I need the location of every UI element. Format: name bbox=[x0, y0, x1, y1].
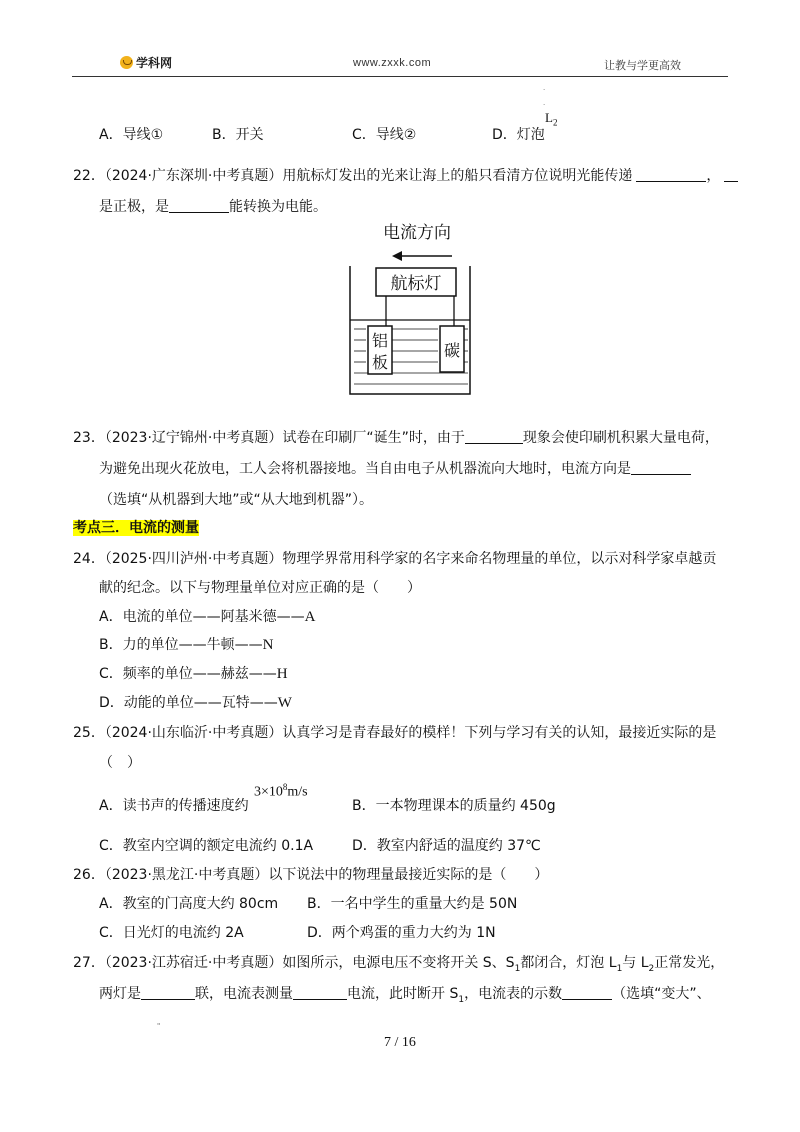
q27-line1: 27．（2023·江苏宿迁·中考真题）如图所示，电源电压不变将开关 S、$S_1$都闭合，灯泡 $L_1$与 $L_2$正常发光， bbox=[73, 955, 725, 974]
aluminum-plate-label-bottom: 板 bbox=[371, 353, 389, 372]
current-arrow-icon bbox=[392, 251, 402, 261]
logo-text: 学科网 bbox=[136, 56, 173, 70]
q26-line1: 26．（2023·黑龙江·中考真题）以下说法中的物理量最接近实际的是（ ） bbox=[73, 867, 549, 883]
header-divider bbox=[72, 76, 728, 77]
q21-option-b: B．开关 bbox=[212, 127, 264, 143]
carbon-plate-label: 碳 bbox=[443, 341, 461, 360]
q24-option-b: B．力的单位——牛顿——N bbox=[99, 637, 274, 653]
stray-dot: · bbox=[543, 86, 546, 94]
nav-light-label: 航标灯 bbox=[390, 274, 442, 294]
q23-line3: （选填“从机器到大地”或“从大地到机器”）。 bbox=[99, 492, 374, 508]
q27-blank-1[interactable] bbox=[141, 985, 195, 1000]
q27-blank-3[interactable] bbox=[562, 985, 612, 1000]
q24-option-d: D．动能的单位——瓦特——W bbox=[99, 695, 292, 711]
q23-blank-2[interactable] bbox=[631, 460, 691, 475]
q22-line1: 22．（2024·广东深圳·中考真题）用航标灯发出的光来让海上的船只看清方位说明光能传递 ， bbox=[73, 165, 738, 185]
q25-option-c: C．教室内空调的额定电流约 0.1A bbox=[99, 838, 314, 854]
current-direction-label: 电流方向 bbox=[383, 223, 451, 243]
stray-mark: " bbox=[157, 1022, 161, 1030]
q25-option-d: D．教室内舒适的温度约 37℃ bbox=[352, 838, 541, 854]
aluminum-plate-label-top: 铝 bbox=[371, 331, 389, 350]
q26-option-d: D．两个鸡蛋的重力大约为 1N bbox=[307, 925, 496, 941]
q23-line1: 23．（2023·辽宁锦州·中考真题）试卷在印刷厂“诞生”时，由于 现象会使印刷机积累大量电荷， bbox=[73, 430, 719, 446]
site-logo bbox=[120, 54, 172, 71]
section-heading: 考点三．电流的测量 bbox=[73, 520, 199, 536]
page-number: 7 / 16 bbox=[384, 1035, 416, 1050]
q23-blank-1[interactable] bbox=[465, 429, 523, 444]
q25-line2: （ ） bbox=[99, 755, 141, 771]
q26-option-b: B．一名中学生的重量大约是 50N bbox=[307, 896, 518, 912]
q26-option-c: C．日光灯的电流约 2A bbox=[99, 925, 244, 941]
q26-option-a: A．教室的门高度大约 80cm bbox=[99, 896, 279, 912]
q21-option-d-lamp: $L_2$ bbox=[545, 110, 558, 128]
q21-option-a: A．导线① bbox=[99, 127, 164, 143]
q25-option-b: B．一本物理课本的质量约 450g bbox=[352, 798, 556, 814]
q24-option-c: C．频率的单位——赫兹——H bbox=[99, 666, 288, 682]
header-url: www.zxxk.com bbox=[353, 57, 432, 69]
q27-blank-2[interactable] bbox=[293, 985, 347, 1000]
q24-option-a: A．电流的单位——阿基米德——A bbox=[99, 609, 316, 625]
q21-option-d: D．灯泡 bbox=[492, 127, 545, 143]
q22-blank-3[interactable] bbox=[169, 198, 229, 213]
q21-option-c: C．导线② bbox=[352, 127, 417, 143]
q22-blank-2[interactable] bbox=[724, 167, 738, 182]
header-slogan: 让教与学更高效 bbox=[604, 59, 681, 72]
logo-icon bbox=[120, 56, 133, 69]
q25-option-a-formula: $3\times 10^8m/s$ bbox=[254, 782, 308, 800]
q22-blank-1[interactable] bbox=[636, 167, 706, 182]
q22-line2: 是正极，是 能转换为电能。 bbox=[99, 199, 327, 215]
q25-option-a: A．读书声的传播速度约 bbox=[99, 798, 249, 814]
stray-dot: · bbox=[543, 101, 546, 109]
q23-line2: 为避免出现火花放电，工人会将机器接地。当自由电子从机器流向大地时，电流方向是 bbox=[99, 458, 691, 478]
nav-light-battery-figure bbox=[340, 216, 480, 406]
q25-line1: 25．（2024·山东临沂·中考真题）认真学习是青春最好的模样！下列与学习有关的认知，最接近实际的是 bbox=[73, 725, 717, 741]
q24-line1: 24．（2025·四川泸州·中考真题）物理学界常用科学家的名字来命名物理量的单位，以示对科学家卓越贡 bbox=[73, 551, 717, 567]
q27-line2: 两灯是 联，电流表测量 电流，此时断开 $S_1$，电流表的示数 （选填“变大”、 bbox=[99, 986, 711, 1005]
q24-line2: 献的纪念。以下与物理量单位对应正确的是（ ） bbox=[99, 580, 421, 596]
